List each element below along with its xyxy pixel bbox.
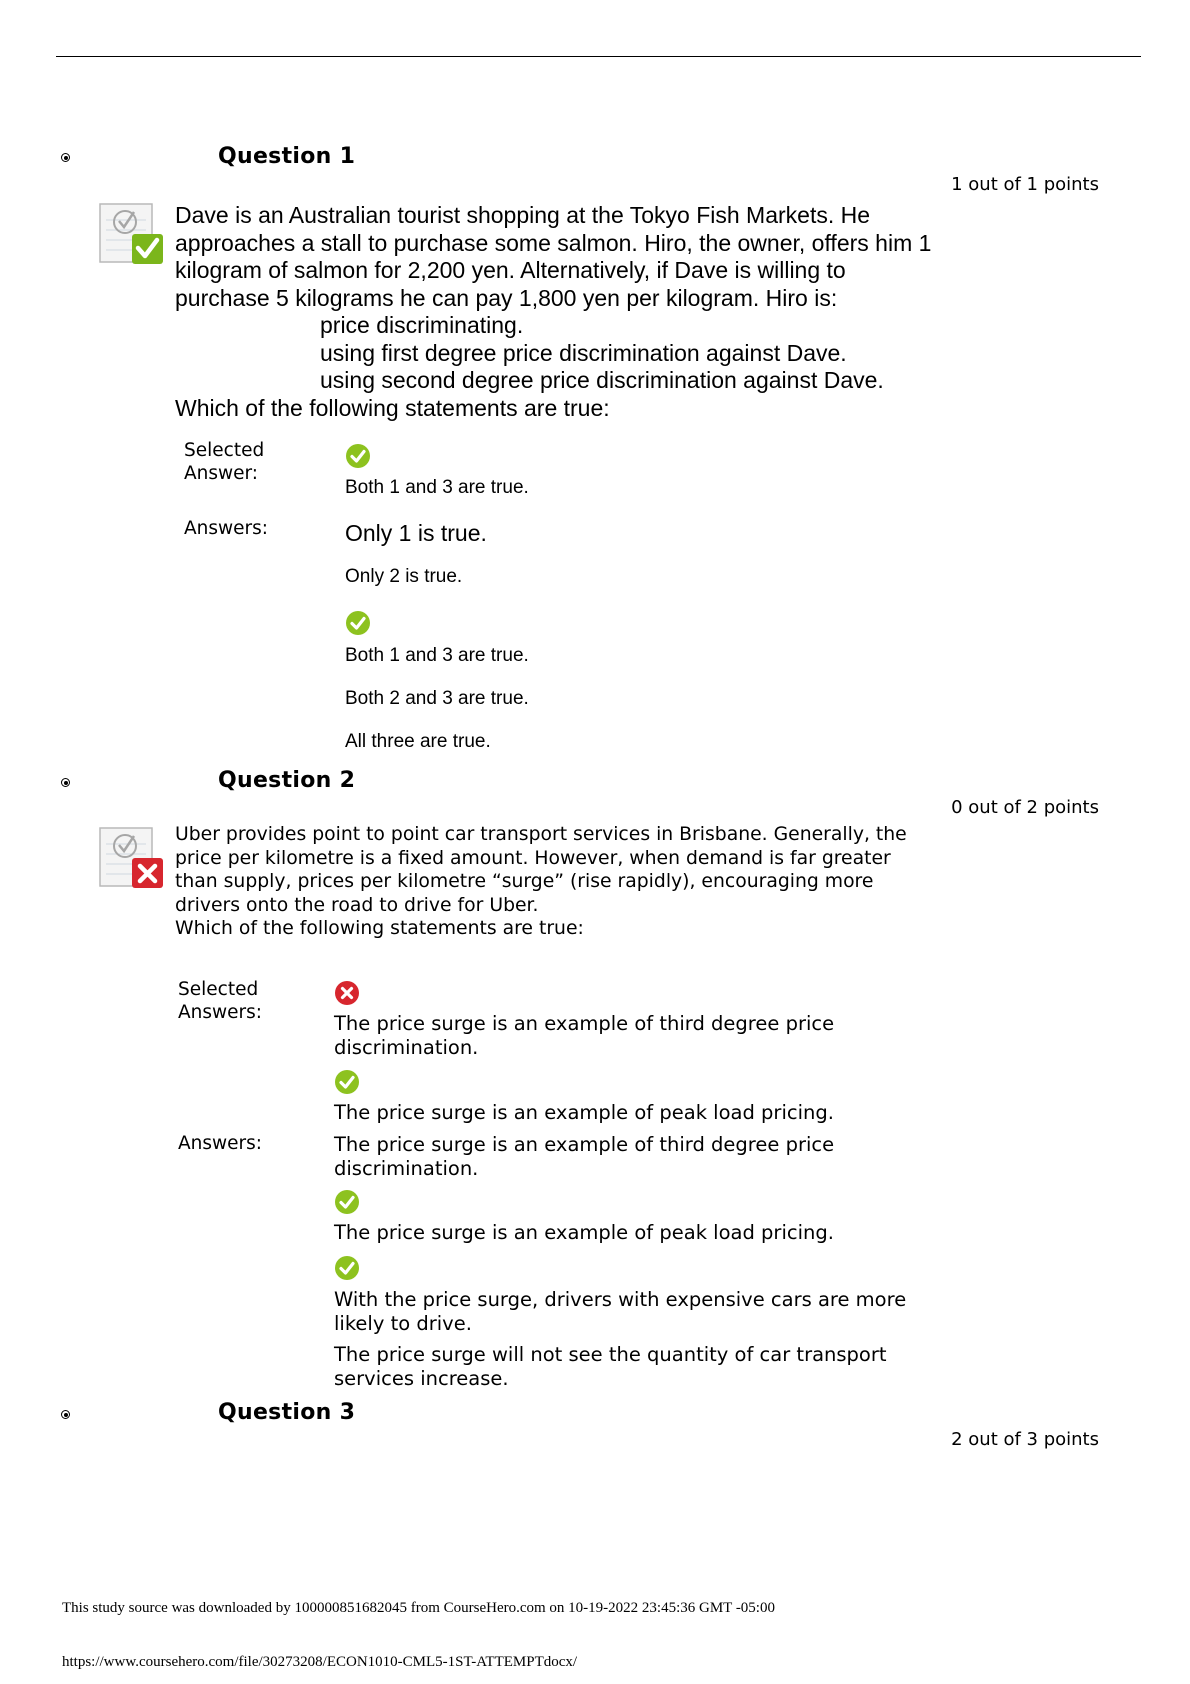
check-icon xyxy=(345,443,371,469)
question-3-points: 2 out of 3 points xyxy=(951,1429,1099,1450)
check-icon xyxy=(334,1255,360,1281)
check-icon xyxy=(345,610,371,636)
source-url[interactable]: https://www.coursehero.com/file/30273208/ECON1010-CML5-1ST-ATTEMPTdocx/ xyxy=(62,1654,578,1670)
question-1-text xyxy=(175,202,975,422)
answer-option xyxy=(334,1221,954,1245)
answers-label: Answers: xyxy=(178,1133,263,1154)
question-1-title: Question 1 xyxy=(218,144,356,169)
answer-line: With the price surge, drivers with expensive cars are more xyxy=(334,1288,907,1311)
check-icon xyxy=(334,1189,360,1215)
question-1-prompt: Which of the following statements are true: xyxy=(175,394,610,421)
question-1-line: Dave is an Australian tourist shopping at the Tokyo Fish Markets. He xyxy=(175,202,871,228)
question-2-line: price per kilometre is a fixed amount. However, when demand is far greater xyxy=(175,847,891,869)
answer-option: All three are true. xyxy=(345,731,491,752)
selected-answer: Both 1 and 3 are true. xyxy=(345,477,529,498)
question-2-line: drivers onto the road to drive for Uber. xyxy=(175,894,539,916)
answer-line: services increase. xyxy=(334,1366,509,1390)
selected-label-line: Answers: xyxy=(178,1001,263,1023)
question-2-points: 0 out of 2 points xyxy=(951,797,1099,818)
cross-icon xyxy=(334,980,360,1006)
correct-status-icon xyxy=(98,200,166,268)
answer-line: The price surge will not see the quantity of car transport xyxy=(334,1343,887,1366)
question-2-line: Uber provides point to point car transport services in Brisbane. Generally, the xyxy=(175,824,907,845)
question-1-option: using second degree price discrimination against Dave. xyxy=(320,367,884,393)
answer-line: discrimination. xyxy=(334,1035,479,1059)
selected-answer xyxy=(334,1012,954,1059)
selected-label-line: Selected xyxy=(184,440,265,461)
question-2-bullet xyxy=(61,778,70,787)
question-2-line: than supply, prices per kilometre “surge” (rise rapidly), encouraging more xyxy=(175,871,874,892)
answer-line: discrimination. xyxy=(334,1156,479,1180)
answer-line: The price surge is an example of peak load pricing. xyxy=(334,1101,834,1124)
selected-answers-label xyxy=(178,979,262,1024)
answer-option xyxy=(334,1288,954,1335)
question-1-option: using first degree price discrimination against Dave. xyxy=(320,339,847,366)
question-1-line: purchase 5 kilograms he can pay 1,800 yen per kilogram. Hiro is: xyxy=(175,284,838,311)
question-3-title: Question 3 xyxy=(218,1400,356,1425)
top-rule xyxy=(56,56,1141,57)
answers-label: Answers: xyxy=(184,518,269,539)
answer-option: Both 2 and 3 are true. xyxy=(345,688,529,709)
answer-line: likely to drive. xyxy=(334,1311,472,1335)
answer-option: Only 2 is true. xyxy=(345,566,463,587)
answer-option: Both 1 and 3 are true. xyxy=(345,645,529,666)
question-3-bullet xyxy=(61,1410,70,1419)
download-notice: This study source was downloaded by 100000851682045 from CourseHero.com on 10-19-2022 23:45:36 GMT -05:00 xyxy=(62,1600,775,1616)
question-1-line: approaches a stall to purchase some salmon. Hiro, the owner, offers him 1 xyxy=(175,229,932,256)
answer-line: The price surge is an example of third degree price xyxy=(334,1133,835,1156)
selected-answer xyxy=(334,1101,954,1125)
answer-option xyxy=(334,1343,954,1390)
selected-answer-label xyxy=(184,440,264,485)
incorrect-status-icon xyxy=(98,824,166,892)
question-2-title: Question 2 xyxy=(218,768,356,793)
answer-option xyxy=(334,1133,954,1180)
question-1-option: price discriminating. xyxy=(320,312,524,338)
question-2-text xyxy=(175,823,975,941)
question-1-bullet xyxy=(61,153,70,162)
check-icon xyxy=(334,1069,360,1095)
question-2-prompt: Which of the following statements are true: xyxy=(175,918,584,939)
answer-line: The price surge is an example of peak load pricing. xyxy=(334,1221,834,1244)
answer-option: Only 1 is true. xyxy=(345,520,487,546)
question-1-points: 1 out of 1 points xyxy=(951,174,1099,195)
question-1-line: kilogram of salmon for 2,200 yen. Alternatively, if Dave is willing to xyxy=(175,257,846,283)
selected-label-line: Answer: xyxy=(184,462,259,484)
selected-label-line: Selected xyxy=(178,979,259,1000)
answer-line: The price surge is an example of third degree price xyxy=(334,1012,835,1035)
